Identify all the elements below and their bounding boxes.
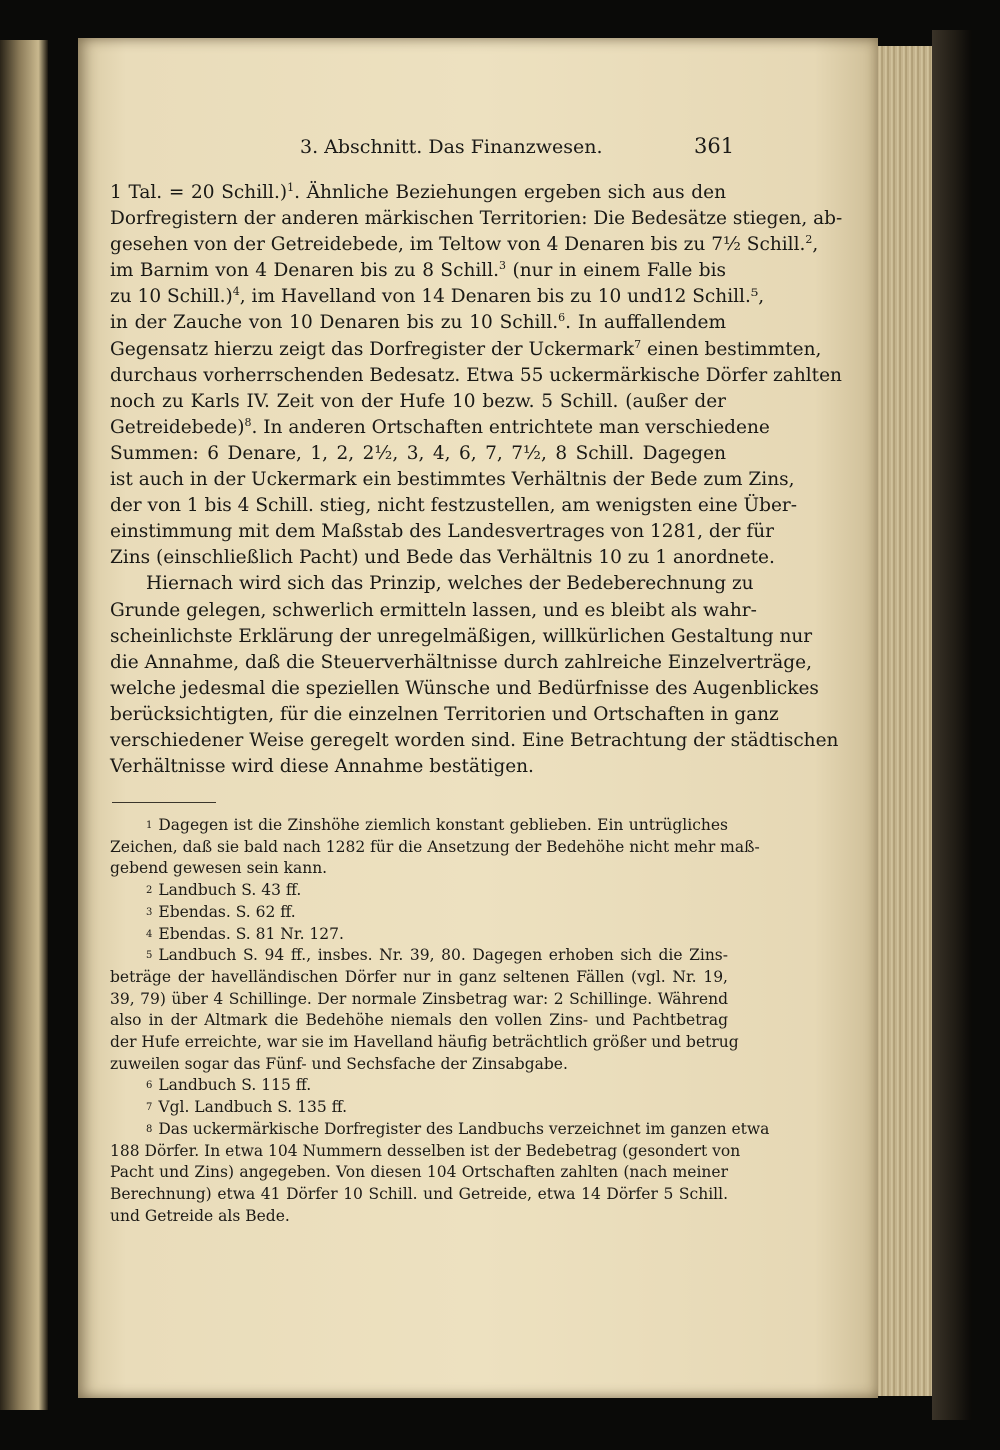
text-line [110,467,795,493]
text-segment: verschiedener Weise geregelt worden sind. Eine Betrachtung der städtischen [110,729,839,751]
footnote-line [110,924,728,946]
footnote-text: 188 Dörfer. In etwa 104 Nummern desselben ist der Bedebetrag (gesondert von [110,1141,741,1160]
text-segment: zu 10 Schill.) [110,286,233,308]
text-segment: , [812,234,819,256]
main-text [110,180,843,780]
footnote-text: Landbuch S. 94 ff., insbes. Nr. 39, 80. Dagegen erhoben sich die Zins- [158,946,728,965]
text-line [110,310,726,336]
footnote-text: Ebendas. S. 81 Nr. 127. [158,924,344,943]
previous-page-edge [0,40,48,1410]
text-line [110,571,754,597]
text-segment: (nur in einem Falle bis [506,260,726,282]
footnote-reference: 2 [805,233,813,247]
footnotes [110,815,770,1227]
footnote-line [110,1032,739,1054]
page-stack-edge [878,46,932,1396]
text-segment: 1 Tal. = 20 Schill.) [110,182,288,203]
footnote-text: Pacht und Zins) angegeben. Von diesen 104 Ortschaften zahlten (nach meiner [110,1163,728,1182]
footnote-line [110,1162,728,1184]
text-line [110,363,842,389]
footnote-line [110,880,728,902]
footnote-text: und Getreide als Bede. [110,1206,290,1225]
footnote-text: Ebendas. S. 62 ff. [158,902,296,921]
text-line [110,519,775,545]
footnote-line [110,945,728,967]
footnote-line [110,1097,728,1119]
text-segment: in der Zauche von 10 Denaren bis zu 10 Schill. [110,312,559,334]
footnote-text: Das uckermärkische Dorfregister des Landbuchs verzeichnet im ganzen etwa [158,1119,770,1138]
text-line [110,754,726,780]
footnote-text: also in der Altmark die Bedehöhe niemals den vollen Zins- und Pachtbetrag [110,1011,728,1030]
footnote-text: beträge der havelländischen Dörfer nur in ganz seltenen Fällen (vgl. Nr. 19, [110,967,728,986]
text-line [110,232,819,258]
footnote-mark: 4 [146,928,153,940]
text-segment: Dorfregistern der anderen märkischen Territorien: Die Bedesätze stiegen, ab- [110,208,843,230]
footnote-line [110,1075,728,1097]
text-segment: welche jedesmal die speziellen Wünsche und Bedürfnisse des Augenblickes [110,677,819,699]
footnote-mark: 1 [146,820,153,831]
text-segment: einstimmung mit dem Maßstab des Landesvertrages von 1281, der für [110,521,775,543]
text-segment: berücksichtigten, für die einzelnen Territorien und Ortschaften in ganz [110,703,779,725]
text-segment: ist auch in der Uckermark ein bestimmtes Verhältnis der Bede zum Zins, [110,469,795,491]
footnote-mark: 3 [146,906,153,918]
text-line [110,624,813,650]
footnote-text: Landbuch S. 115 ff. [158,1076,312,1095]
text-segment: , im Havelland von 14 Denaren bis zu 10 und12 Schill.⁵, [239,286,765,308]
page-number: 361 [694,134,735,158]
footnote-mark: 8 [146,1123,153,1135]
text-line [110,493,798,519]
text-segment: einen bestimmten, [641,338,822,360]
text-line [110,676,819,702]
text-segment: im Barnim von 4 Denaren bis zu 8 Schill. [110,260,500,282]
text-line [110,441,726,467]
footnote-line [110,1141,741,1163]
footnote-line [110,989,728,1011]
footnote-line [110,815,728,837]
text-line [110,180,726,206]
running-header: 3. Abschnitt. Das Finanzwesen. [300,136,603,158]
footnote-text: der Hufe erreichte, war sie im Havelland häufig beträchtlich größer und betrug [110,1033,739,1052]
text-segment: die Annahme, daß die Steuerverhältnisse durch zahlreiche Einzelverträge, [110,651,812,673]
text-line [110,545,775,571]
footnote-line [110,1184,728,1206]
text-line [110,728,839,754]
footnote-mark: 6 [146,1080,153,1092]
footnote-rule [112,802,216,803]
footnote-line [110,1010,728,1032]
text-segment: durchaus vorherrschenden Bedesatz. Etwa 55 uckermärkische Dörfer zahlten [110,364,842,386]
footnote-text: Zeichen, daß sie bald nach 1282 für die Ansetzung der Bedehöhe nicht mehr maß- [110,837,760,856]
text-line [110,650,812,676]
footnote-text: Vgl. Landbuch S. 135 ff. [158,1098,348,1117]
text-segment: . In anderen Ortschaften entrichtete man verschiedene [251,416,770,438]
footnote-reference: 4 [232,285,240,299]
footnote-text: 39, 79) über 4 Schillinge. Der normale Zinsbetrag war: 2 Schillinge. Während [110,989,728,1008]
footnote-line [110,858,728,880]
text-segment: Gegensatz hierzu zeigt das Dorfregister der Uckermark [110,338,635,360]
footnote-line [110,837,760,859]
footnote-reference: 6 [558,311,566,325]
text-segment: noch zu Karls IV. Zeit von der Hufe 10 bezw. 5 Schill. (außer der [110,390,726,412]
footnote-line [110,967,728,989]
footnote-text: zuweilen sogar das Fünf- und Sechsfache der Zinsabgabe. [110,1054,568,1073]
text-segment: Verhältnisse wird diese Annahme bestätigen. [110,756,534,778]
footnote-mark: 7 [146,1102,153,1114]
footnote-mark: 2 [146,885,153,897]
footnote-reference: 7 [634,337,642,351]
text-segment: gesehen von der Getreidebede, im Teltow von 4 Denaren bis zu 7½ Schill. [110,234,806,256]
text-segment: Getreidebede) [110,416,245,438]
text-segment: Summen: 6 Denare, 1, 2, 2½, 3, 4, 6, 7, 7½, 8 Schill. Dagegen [110,442,726,464]
text-line [110,337,822,363]
text-line [110,598,757,624]
footnote-line [110,1054,728,1076]
text-segment: . Ähnliche Beziehungen ergeben sich aus den [294,182,726,203]
text-line [110,415,770,441]
footnote-text: Dagegen ist die Zinshöhe ziemlich konstant geblieben. Ein untrügliches [158,816,728,834]
text-line [110,258,726,284]
footnote-line [110,902,728,924]
footnote-text: Berechnung) etwa 41 Dörfer 10 Schill. und Getreide, etwa 14 Dörfer 5 Schill. [110,1184,728,1203]
text-segment: Grunde gelegen, schwerlich ermitteln lassen, und es bleibt als wahr- [110,599,757,621]
footnote-line [110,1206,728,1228]
text-segment: der von 1 bis 4 Schill. stieg, nicht festzustellen, am wenigsten eine Über- [110,495,798,517]
text-segment: . In auffallendem [565,312,726,334]
footnote-mark: 5 [146,950,153,962]
text-line [110,702,779,728]
footnote-reference: 3 [499,259,507,273]
footnote-text: Landbuch S. 43 ff. [158,881,302,900]
text-line [110,206,843,232]
book-cover [932,30,972,1420]
text-line [110,389,726,415]
text-segment: scheinlichste Erklärung der unregelmäßigen, willkürlichen Gestaltung nur [110,625,813,647]
footnote-reference: 8 [244,415,252,429]
footnote-reference: 1 [287,180,295,194]
text-line [110,284,765,310]
footnote-text: gebend gewesen sein kann. [110,859,328,878]
text-segment: Zins (einschließlich Pacht) und Bede das Verhältnis 10 zu 1 anordnete. [110,547,775,569]
footnote-line [110,1119,770,1141]
text-segment: Hiernach wird sich das Prinzip, welches der Bedeberechnung zu [146,573,754,595]
